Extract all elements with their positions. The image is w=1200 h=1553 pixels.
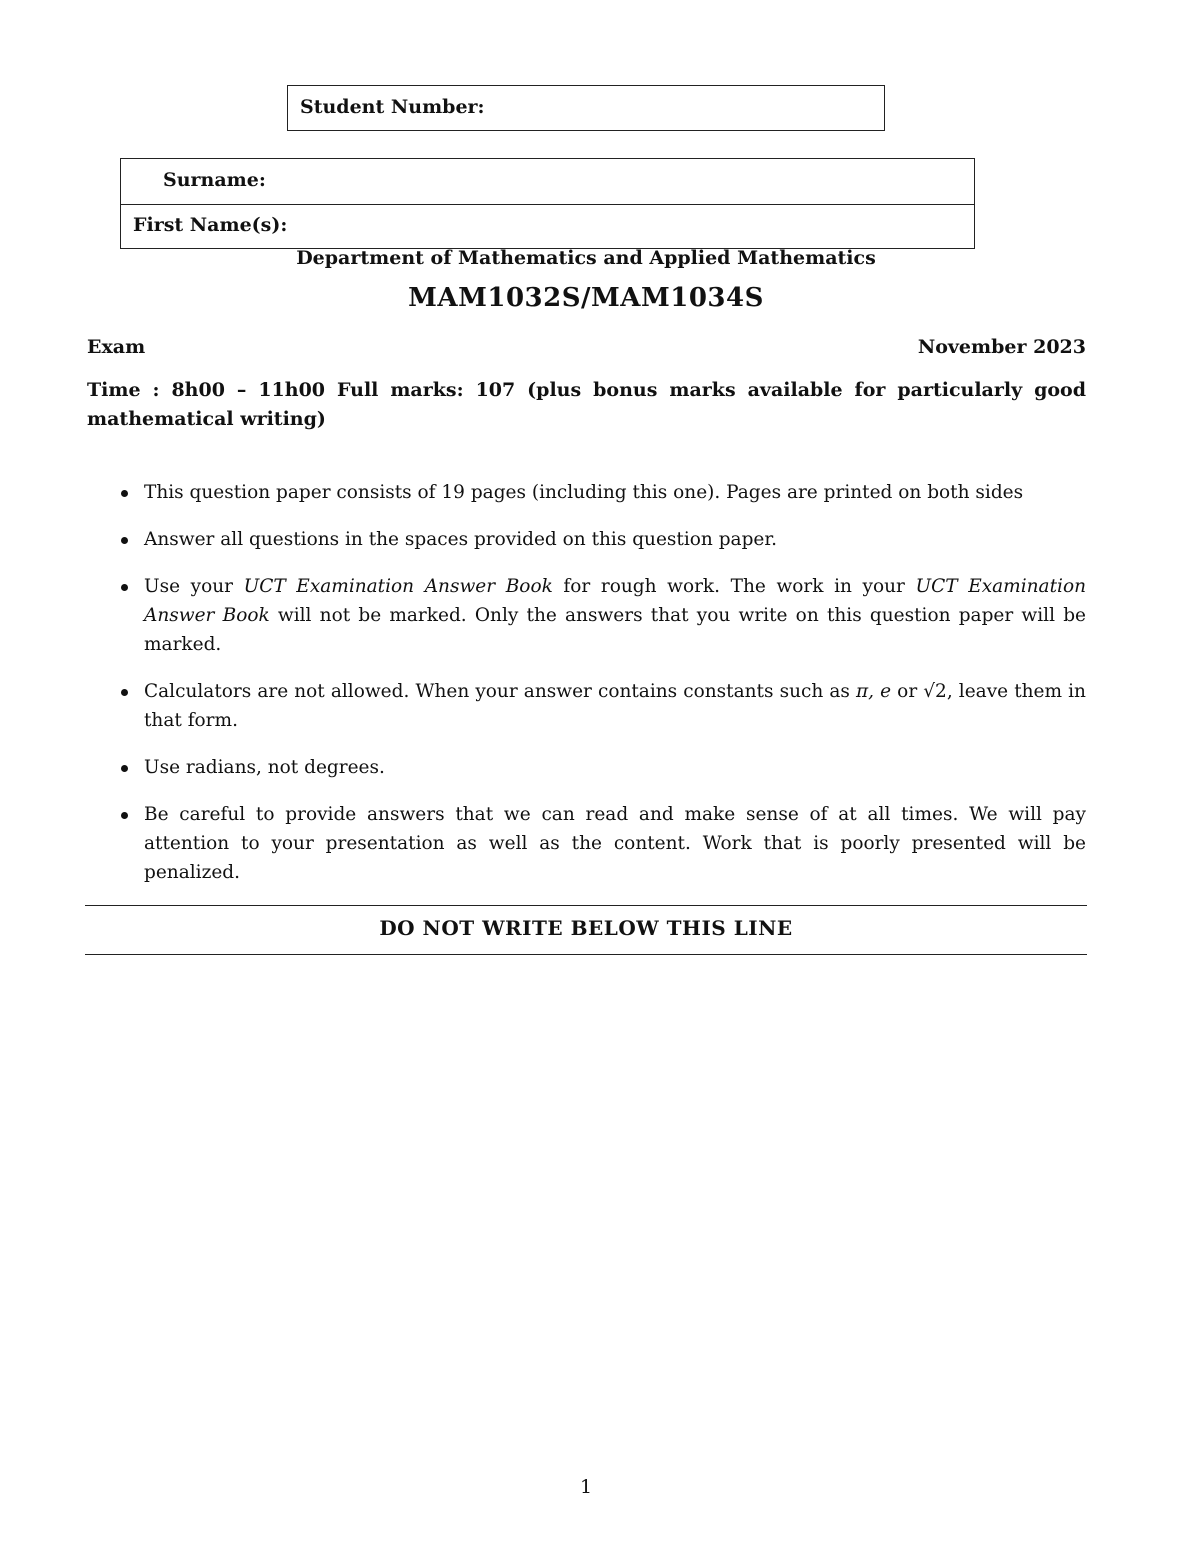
- instruction-item: [87, 525, 1086, 554]
- time-and-marks: Time : 8h00 – 11h00 Full marks: 107 (plus bonus marks available for particularly good mathematical writing): [87, 379, 1086, 430]
- bullet-icon: [121, 812, 128, 819]
- student-number-box[interactable]: [287, 85, 885, 131]
- surname-label: Surname:: [163, 169, 266, 191]
- instruction-text: Answer all questions in the spaces provided on this question paper.: [144, 529, 778, 550]
- bullet-icon: [121, 537, 128, 544]
- sqrt-two-math: √2: [923, 681, 947, 702]
- instruction-text-mid: for rough work. The work in your: [552, 576, 916, 597]
- department-heading: Department of Mathematics and Applied Mathematics: [296, 247, 876, 269]
- instructions-list: [87, 478, 1086, 905]
- bullet-icon: [121, 584, 128, 591]
- exam-date: November 2023: [917, 336, 1086, 358]
- instruction-text: Use radians, not degrees.: [144, 757, 385, 778]
- bullet-icon: [121, 490, 128, 497]
- answer-book-title: UCT Examination Answer Book: [243, 576, 553, 597]
- instruction-text-post: , leave them in that form.: [144, 681, 1086, 731]
- bullet-icon: [121, 765, 128, 772]
- name-box: [120, 158, 975, 249]
- instruction-text: This question paper consists of 19 pages (including this one). Pages are printed on both sides: [144, 482, 1024, 503]
- first-names-field[interactable]: [121, 204, 974, 249]
- instruction-text-post: will not be marked. Only the answers that you write on this question paper will be marked.: [144, 605, 1086, 655]
- instruction-item: [87, 753, 1086, 782]
- instruction-item: [87, 572, 1086, 659]
- surname-field[interactable]: [121, 159, 974, 205]
- page-number: 1: [579, 1476, 593, 1498]
- divider-bottom: [85, 954, 1087, 955]
- first-names-label: First Name(s):: [133, 214, 288, 236]
- bullet-icon: [121, 689, 128, 696]
- do-not-write-notice: DO NOT WRITE BELOW THIS LINE: [379, 916, 793, 940]
- constants-math: π, e: [855, 681, 892, 702]
- instruction-text: Be careful to provide answers that we can read and make sense of at all times. We will pay attention to your presentation as well as the content. Work that is poorly presented will be penalized.: [144, 804, 1086, 883]
- exam-label: Exam: [87, 336, 146, 358]
- instruction-item: [87, 478, 1086, 507]
- course-code-title: MAM1032S/MAM1034S: [408, 283, 764, 313]
- divider-top: [85, 905, 1087, 906]
- instruction-text-or: or: [891, 681, 924, 702]
- instruction-item: [87, 677, 1086, 735]
- instruction-item: [87, 800, 1086, 887]
- answer-book-title: UCT Examination Answer Book: [144, 576, 1086, 626]
- instruction-text-pre: Calculators are not allowed. When your answer contains constants such as: [144, 681, 856, 702]
- student-number-label: Student Number:: [300, 96, 485, 118]
- instruction-text-pre: Use your: [144, 576, 244, 597]
